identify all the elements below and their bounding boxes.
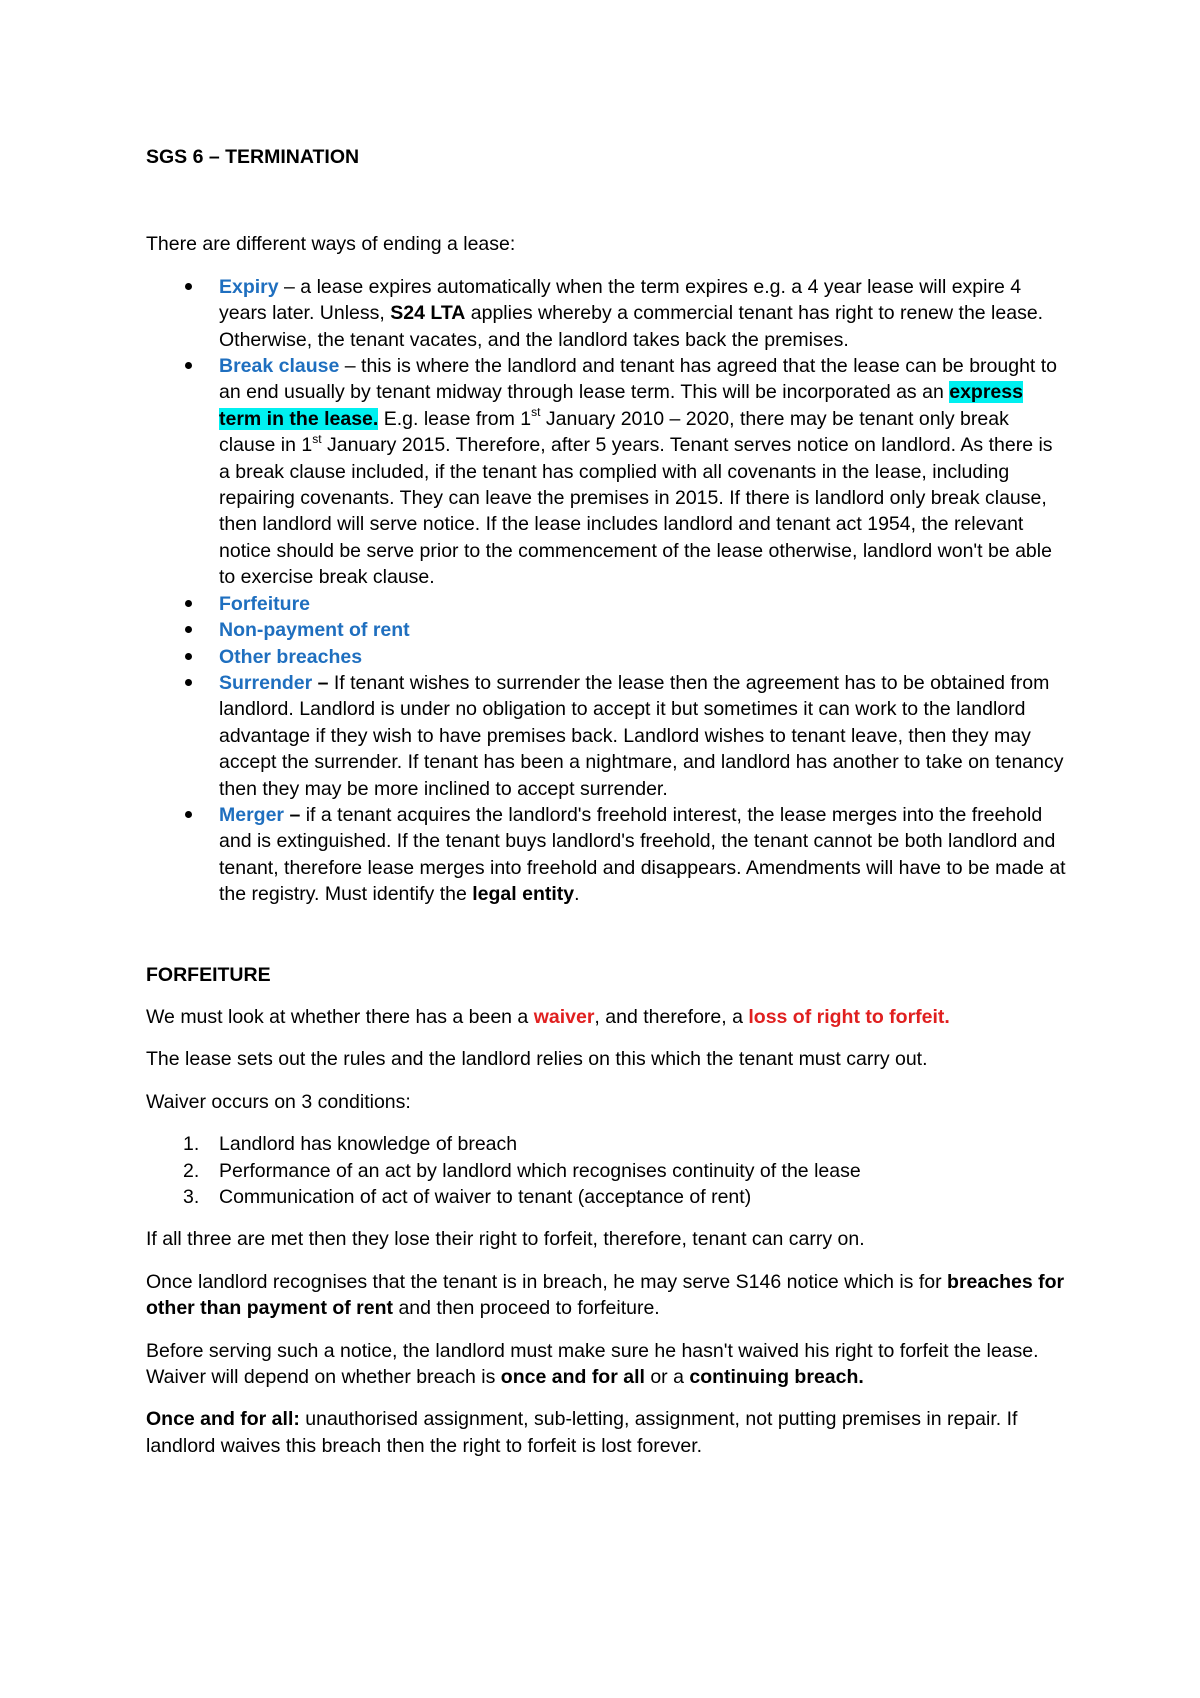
- lease-rules-paragraph: The lease sets out the rules and the landlord relies on this which the tenant must carry out.: [146, 1048, 928, 1071]
- s146-paragraph: Once landlord recognises that the tenant is in breach, he may serve S146 notice which is for breaches for other than payment of rent and then proceed to forfeiture.: [146, 1270, 1065, 1320]
- before-serving-paragraph: Before serving such a notice, the landlord must make sure he hasn't waived his right to forfeit the lease. Waiver will depend on whether breach is once and for all or a continuing breach.: [146, 1339, 1039, 1389]
- highlighted-text: express term in the lease.: [219, 381, 1023, 430]
- document-body: [146, 144, 1066, 1459]
- legal-entity: legal entity: [472, 883, 575, 906]
- waiver-paragraph: We must look at whether there has a been a waiver, and therefore, a loss of right to forfeit.: [146, 1005, 950, 1028]
- list-item-expiry: Expiry – a lease expires automatically when the term expires e.g. a 4 year lease will expire 4 years later. Unless, S24 LTA applies whereby a commercial tenant has right to renew the lease. Otherwise, the tenant vacates, and the landlord takes back the premises.: [146, 274, 1066, 353]
- waiver-conditions-list: [146, 1131, 1066, 1210]
- term-expiry: Expiry: [219, 275, 279, 298]
- list-item: 2. Performance of an act by landlord which recognises continuity of the lease: [183, 1159, 861, 1182]
- waiver-conditions-intro: Waiver occurs on 3 conditions:: [146, 1090, 411, 1113]
- term-merger: Merger: [219, 803, 285, 826]
- document-title: SGS 6 – TERMINATION: [146, 146, 360, 168]
- list-item-break-clause: Break clause – this is where the landlord and tenant has agreed that the lease can be brought to an end usually by tenant midway through lease term. This will be incorporated as an express term in the lease. E.g. lease from 1st January 2010 – 2020, there may be tenant only break clause in 1st January 2015. Therefore, after 5 years. Tenant serves notice on landlord. As there is a break clause included, if the tenant has complied with all covenants in the lease, including repairing covenants. They can leave the premises in 2015. If there is landlord only break clause, then landlord will serve notice. If the lease includes landlord and tenant act 1954, the relevant notice should be serve prior to the commencement of the lease otherwise, landlord won't be able to exercise break clause.: [146, 353, 1066, 591]
- term-surrender: Surrender: [219, 671, 313, 694]
- loss-of-right-term: loss of right to forfeit.: [748, 1005, 950, 1028]
- list-item: 3. Communication of act of waiver to tenant (acceptance of rent): [183, 1186, 752, 1208]
- term-break-clause: Break clause: [219, 355, 340, 378]
- list-item-surrender: Surrender – If tenant wishes to surrender the lease then the agreement has to be obtained from landlord. Landlord is under no obligation to accept it but sometimes it can work to the landlord advantage if they wish to have premises back. Landlord wishes to tenant leave, then they may accept the surrender. If tenant has been a nightmare, and landlord has another to take on tenancy then they may be more inclined to accept surrender.: [146, 670, 1066, 802]
- list-item-other-breaches: Other breaches: [146, 644, 1066, 670]
- list-item-forfeiture: Forfeiture: [146, 591, 1066, 617]
- s24-lta: S24 LTA: [390, 302, 466, 325]
- conditions-met-paragraph: If all three are met then they lose their right to forfeit, therefore, tenant can carry on.: [146, 1228, 865, 1251]
- intro-paragraph: There are different ways of ending a lease:: [146, 233, 516, 256]
- once-and-for-all-paragraph: Once and for all: unauthorised assignment, sub-letting, assignment, not putting premises in repair. If landlord waives this breach then the right to forfeit is lost forever.: [146, 1408, 1018, 1457]
- list-item-non-payment: Non-payment of rent: [146, 617, 1066, 643]
- termination-methods-list: [146, 274, 1066, 908]
- list-item: 1. Landlord has knowledge of breach: [183, 1133, 518, 1156]
- list-item-merger: Merger – if a tenant acquires the landlord's freehold interest, the lease merges into the freehold and is extinguished. If the tenant buys landlord's freehold, the tenant cannot be both landlord and tenant, therefore lease merges into freehold and disappears. Amendments will have to be made at the registry. Must identify the legal entity.: [146, 802, 1066, 908]
- waiver-term: waiver: [533, 1005, 595, 1028]
- forfeiture-heading: FORFEITURE: [146, 963, 271, 986]
